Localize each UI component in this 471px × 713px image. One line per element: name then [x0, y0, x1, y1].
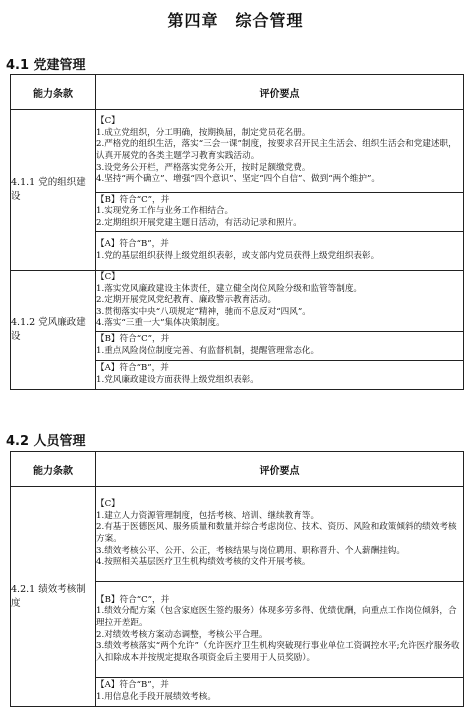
- requirement-line: 3.贯彻落实中央“八项规定”精神，驰而不息反对“四风”。: [96, 306, 311, 317]
- grade-label: 【C】: [96, 272, 120, 283]
- requirement-line: 2.严格党的组织生活，落实“三会一课”制度，按要求召开民主生活会、组织生活会和党建述职，认真开展党的各类主题学习教育实践活动。: [96, 139, 457, 161]
- requirement-line: 3.绩效考核落实“两个允许”（允许医疗卫生机构突破现行事业单位工资调控水平;允许医疗服务收入扣除成本并按规定提取各项资金后主要用于人员奖励）。: [96, 641, 460, 663]
- grade-label: 【A】符合“B”，并: [96, 239, 169, 250]
- requirement-line: 2.定期开展党风党纪教育、廉政警示教育活动。: [96, 295, 277, 306]
- requirement-line: 1.重点风险岗位制度完善、有监督机制，提醒管理常态化。: [96, 346, 320, 356]
- grade-b-block: [96, 582, 464, 678]
- grade-label: 【C】: [96, 499, 120, 510]
- grade-label: 【A】符合“B”，并: [96, 680, 169, 691]
- grade-label: 【B】符合“C”，并: [96, 334, 170, 345]
- requirement-line: 3.设党务公开栏，严格落实党务公开，按时足额缴党费。: [96, 162, 311, 173]
- party-building-table: [10, 74, 464, 390]
- requirement-line: 1.建立人力资源管理制度，包括考核、培训、继续教育等。: [96, 510, 320, 521]
- requirement-line: 1.用信息化手段开展绩效考核。: [96, 692, 216, 702]
- personnel-table: [10, 451, 464, 707]
- header-evaluation-points: 评价要点: [96, 452, 464, 487]
- chapter-title: 第四章 综合管理: [167, 11, 304, 30]
- grade-label: 【B】符合“C”，并: [96, 194, 170, 205]
- clause-4-1-2: 4.1.2 党风廉政建设: [11, 271, 96, 390]
- grade-c-block: [96, 271, 464, 332]
- requirement-line: 2.定期组织开展党建主题日活动，有活动记录和照片。: [96, 217, 302, 228]
- requirement-line: 2.有基于医德医风、服务质量和数量并综合考虑岗位、技术、资历、风险和政策倾斜的绩效考核方案。: [96, 522, 457, 544]
- table-header-row: [11, 452, 464, 487]
- grade-a-block: [96, 678, 464, 707]
- grade-b-block: [96, 193, 464, 232]
- requirement-line: 1.绩效分配方案（包含家庭医生签约服务）体现多劳多得、优绩优酬，向重点工作岗位倾斜，合理拉开差距。: [96, 606, 457, 628]
- grade-label: 【A】符合“B”，并: [96, 363, 169, 374]
- grade-label: 【C】: [96, 116, 120, 127]
- grade-c-block: [96, 487, 464, 582]
- header-evaluation-points: 评价要点: [96, 75, 464, 110]
- grade-b-block: [96, 332, 464, 361]
- table-row: [11, 271, 464, 332]
- header-ability-clause: 能力条款: [11, 452, 96, 487]
- grade-label: 【B】符合“C”，并: [96, 594, 170, 605]
- table-row: [11, 110, 464, 193]
- requirement-line: 2.对绩效考核方案动态调整，考核公平合理。: [96, 629, 268, 640]
- table-header-row: [11, 75, 464, 110]
- section-title-party-building: 4.1 党建管理: [6, 58, 86, 73]
- section-title-personnel: 4.2 人员管理: [6, 434, 86, 449]
- requirement-line: 1.成立党组织，分工明确，按期换届，制定党员花名册。: [96, 127, 311, 138]
- header-ability-clause: 能力条款: [11, 75, 96, 110]
- clause-4-2-1: 4.2.1 绩效考核制度: [11, 487, 96, 707]
- clause-4-1-1: 4.1.1 党的组织建设: [11, 110, 96, 271]
- grade-a-block: [96, 232, 464, 271]
- requirement-line: 1.党的基层组织获得上级党组织表彰，或支部内党员获得上级党组织表彰。: [96, 251, 380, 261]
- requirement-line: 3.绩效考核公平、公开、公正，考核结果与岗位聘用、职称晋升、个人薪酬挂钩。: [96, 545, 405, 556]
- requirement-line: 1.实现党务工作与业务工作相结合。: [96, 206, 234, 217]
- requirement-line: 4.落实“三重一大”集体决策制度。: [96, 318, 225, 329]
- table-row: [11, 487, 464, 582]
- requirement-line: 4.坚持“两个确立”、增强“四个意识”、坚定“四个自信”、做到“两个维护”。: [96, 174, 380, 185]
- grade-c-block: [96, 110, 464, 193]
- requirement-line: 4.按照相关基层医疗卫生机构绩效考核的文件开展考核。: [96, 557, 311, 568]
- requirement-line: 1.党风廉政建设方面获得上级党组织表彰。: [96, 375, 259, 385]
- grade-a-block: [96, 361, 464, 390]
- requirement-line: 1.落实党风廉政建设主体责任，建立健全岗位风险分级和监管等制度。: [96, 283, 363, 294]
